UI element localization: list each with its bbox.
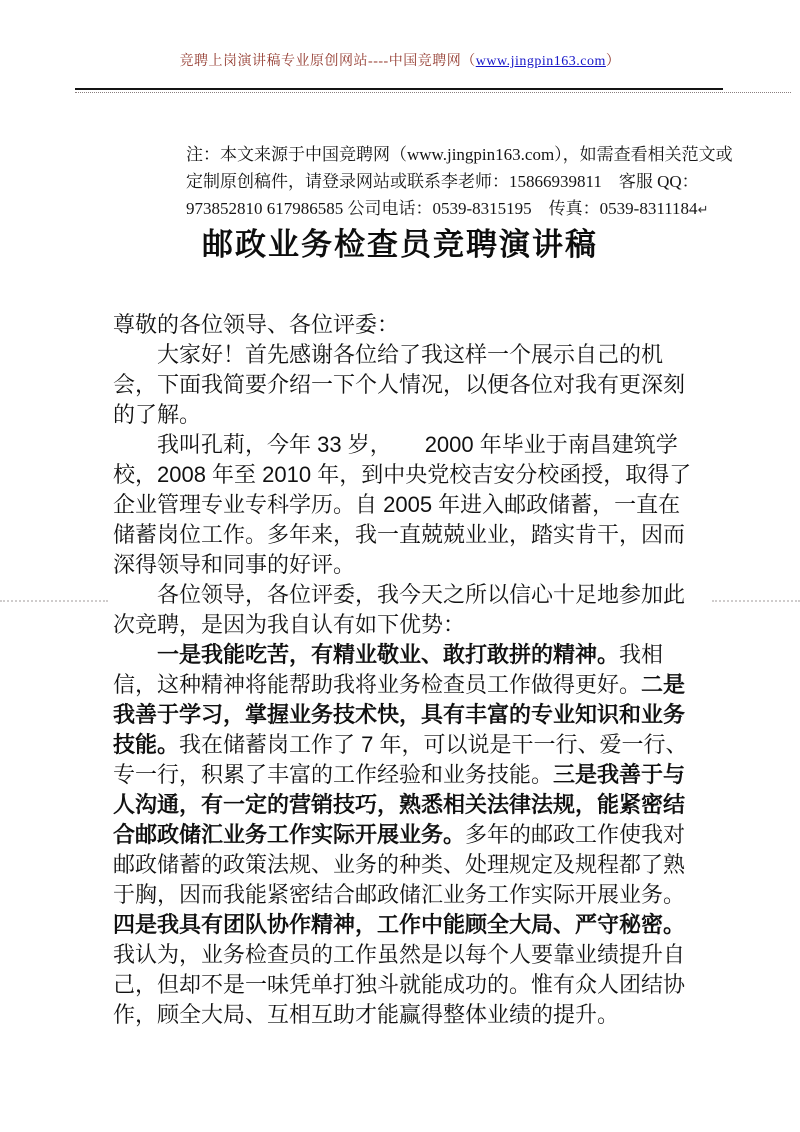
body-run: 我认为，业务检查员的工作虽然是以每个人要靠业绩提升自己，但却不是一味凭单打独斗就能成功的。惟有众人团结协作，顾全大局、互相互助才能赢得整体业绩的提升。: [113, 942, 686, 1027]
body-run: 我叫孔莉，今年 33 岁， 2000 年毕业于南昌建筑学校，2008 年至 2010 年，到中央党校吉安分校函授，取得了企业管理专业专科学历。自 2005 年进入邮政储蓄，一直在储蓄岗位工作。多年来，我一直兢兢业业，踏实肯干，因而深得领导和同事的好评。: [113, 432, 692, 577]
body-paragraph: [113, 640, 694, 1030]
body-paragraph: [113, 430, 694, 580]
document-header: [0, 50, 800, 70]
body-run-bold: 三是我善于与人沟通，有一定的营销技巧，熟悉相关法律法规，能紧密结合邮政储汇业务工作实际开展业务。: [113, 762, 686, 847]
header-site-text: 竞聘上岗演讲稿专业原创网站----中国竞聘网（: [179, 54, 476, 69]
body-run: 我在储蓄岗工作了 7 年，可以说是干一行、爱一行、专一行，积累了丰富的工作经验和业务技能。: [113, 732, 688, 787]
source-note: [186, 141, 742, 223]
body-run: 大家好！首先感谢各位给了我这样一个展示自己的机会，下面我简要介绍一下个人情况，以便各位对我有更深刻的了解。: [113, 342, 686, 427]
page-fold-dotted-line-left: [0, 600, 108, 602]
body-run: 多年的邮政工作使我对邮政储蓄的政策法规、业务的种类、处理规定及规程都了熟于胸，因而我能紧密结合邮政储汇业务工作实际开展业务。: [113, 822, 686, 907]
body-run: 我相信，这种精神将能帮助我将业务检查员工作做得更好。: [113, 642, 664, 697]
body-paragraph: [113, 580, 694, 640]
paragraph-return-mark: ↵: [697, 202, 709, 217]
header-rule-solid: [75, 88, 723, 90]
document-body: [113, 310, 694, 1030]
header-site-link[interactable]: www.jingpin163.com: [475, 54, 606, 69]
body-run-bold: 四是我具有团队协作精神，工作中能顾全大局、严守秘密。: [113, 912, 686, 937]
header-site-text-suffix: ）: [605, 54, 621, 69]
body-paragraph: [113, 310, 694, 340]
document-title: 邮政业务检查员竞聘演讲稿: [202, 227, 598, 262]
source-note-text: 注：本文来源于中国竞聘网（www.jingpin163.com），如需查看相关范文或定制原创稿件，请登录网站或联系李老师：15866939811 客服 QQ：973852810 617986585 公司电话：0539-8315195 传真：0539-8311184: [186, 145, 733, 218]
body-run-bold: 一是我能吃苦，有精业敬业、敢打敢拼的精神。: [157, 642, 620, 667]
body-run-bold: 二是我善于学习，掌握业务技术快，具有丰富的专业知识和业务技能。: [113, 672, 686, 757]
body-paragraph: [113, 340, 694, 430]
body-run: 各位领导，各位评委，我今天之所以信心十足地参加此次竞聘，是因为我自认有如下优势：: [113, 582, 686, 637]
body-run: 尊敬的各位领导、各位评委：: [113, 312, 400, 337]
page-fold-dotted-line-right: [712, 600, 800, 602]
header-rule-dotted: [75, 92, 791, 93]
